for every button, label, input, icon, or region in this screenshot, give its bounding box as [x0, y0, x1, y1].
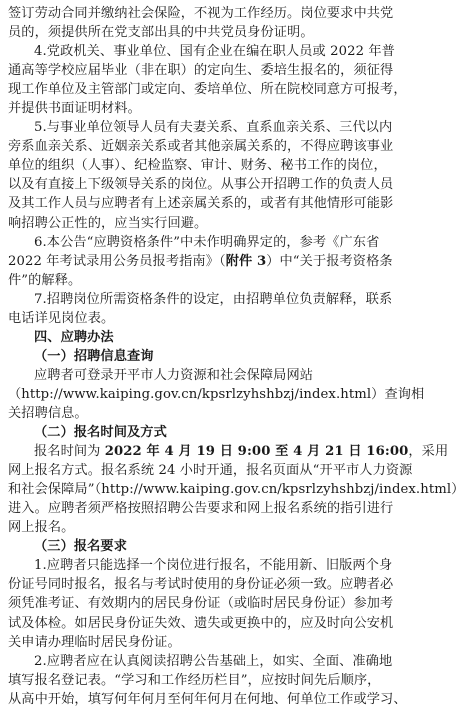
text-line: 试及体检。如居民身份证失效、遗失或更换中的，应及时向公安机	[8, 615, 394, 631]
text-line: 进入。应聘者须严格按照招聘公告要求和网上报名系统的指引进行	[8, 501, 394, 517]
text-line: 员的，须提供所在党支部出具的中共党员身份证明。	[8, 25, 314, 41]
text-line: 并提供书面证明材料。	[8, 101, 141, 117]
text-line: 1.应聘者只能选择一个岗位进行报名，不能用新、旧版两个身	[34, 558, 393, 574]
text-line: 5.与事业单位领导人员有夫妻关系、直系血亲关系、三代以内	[34, 120, 393, 136]
subsection-heading: （一）招聘信息查询	[34, 348, 154, 364]
registration-period: 2022 年 4 月 19 日 9:00 至 4 月 21 日 16:00	[104, 444, 409, 460]
text-line: 电话详见岗位表。	[8, 310, 115, 326]
text-line: （http://www.kaiping.gov.cn/kpsrlzyhshbzj/index.html）查询相	[8, 386, 425, 402]
text-line: 7.招聘岗位所需资格条件的设定，由招聘单位负责解释，联系	[34, 291, 393, 307]
text-line: 份证号同时报名，报名与考试时使用的身份证必须一致。应聘者必	[8, 577, 394, 593]
text-line: 关申请办理临时居民身份证。	[8, 634, 181, 650]
text-line: 关招聘信息。	[8, 405, 88, 421]
text-line: 从高中开始，填写何年何月至何年何月在何地、何单位工作或学习、	[8, 691, 407, 707]
text-line: 6.本公告“应聘资格条件”中未作明确界定的，参考《广东省	[34, 234, 380, 250]
text-line: 网上报名方式。报名系统 24 小时开通，报名页面从“开平市人力资源	[8, 463, 413, 479]
text-line: 通高等学校应届毕业（非在职）的定向生、委培生报名的，须征得	[8, 63, 394, 79]
text-span: 报名时间为	[34, 444, 105, 460]
text-line	[8, 252, 465, 271]
text-line: 以及有直接上下级领导关系的岗位。从事公开招聘工作的负责人员	[8, 177, 394, 193]
section-heading: 四、应聘办法	[34, 329, 114, 345]
text-line: 填写报名登记表。“学习和工作经历栏目”，应按时间先后顺序，	[8, 672, 381, 688]
subsection-heading: （二）报名时间及方式	[34, 425, 167, 441]
text-line: 应聘者可登录开平市人力资源和社会保障局网站	[34, 367, 314, 383]
text-line: 2.应聘者应在认真阅读招聘公告基础上，如实、全面、准确地	[34, 653, 393, 669]
text-line	[8, 442, 465, 461]
text-line: 4.党政机关、事业单位、国有企业在编在职人员或 2022 年普	[34, 44, 395, 60]
text-line: 和社会保障局”（http://www.kaiping.gov.cn/kpsrlzyhshbzj/index.html）	[8, 482, 465, 498]
text-span: ，采用	[408, 444, 449, 460]
text-line: 件”的解释。	[8, 272, 82, 288]
text-line: 现工作单位及主管部门或定向、委培单位、所在院校同意方可报考，	[8, 82, 407, 98]
text-line: 签订劳动合同并缴纳社会保险，不视为工作经历。岗位要求中共党	[8, 6, 394, 21]
text-line: 旁系血亲关系、近姻亲关系或者其他亲属关系的，不得应聘该事业	[8, 139, 394, 155]
text-line: 网上报名。	[8, 520, 75, 536]
text-span: 2022 年考试录用公务员报考指南》（	[8, 253, 226, 269]
text-span: ）中“关于报考资格条	[266, 253, 393, 269]
text-line: 及其工作人员与应聘者有上述亲属关系的，或者有其他情形可能影	[8, 196, 394, 212]
attachment-reference: 附件 3	[225, 253, 267, 269]
text-line: 响招聘公正性的，应当实行回避。	[8, 215, 208, 231]
text-line: 须凭准考证、有效期内的居民身份证（或临时居民身份证）参加考	[8, 596, 394, 612]
text-line: 单位的组织（人事）、纪检监察、审计、财务、秘书工作的岗位，	[8, 158, 387, 174]
subsection-heading: （三）报名要求	[34, 539, 128, 555]
